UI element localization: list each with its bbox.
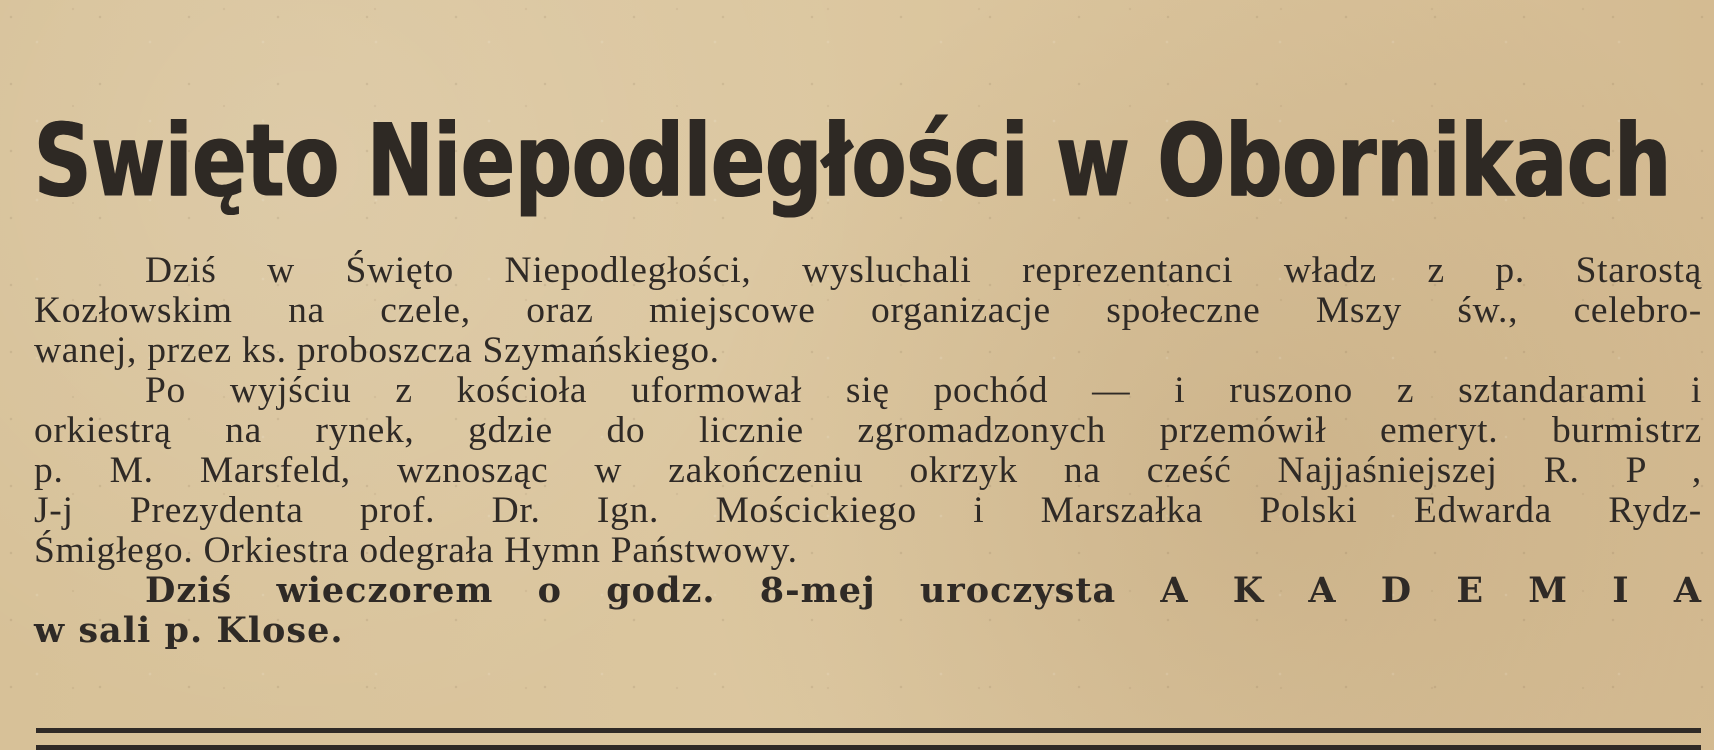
article-headline: Swięto Niepodległości w Obornikach xyxy=(34,101,1672,220)
article-body xyxy=(34,251,1702,651)
bottom-rule-left xyxy=(36,728,1126,733)
article-line-5: orkiestrą na rynek, gdzie do licznie zgromadzonych przemówił emeryt. burmistrz xyxy=(34,410,1702,451)
article-line-8: Śmigłego. Orkiestra odegrała Hymn Państwowy. xyxy=(34,530,798,571)
bottom-rule-lower xyxy=(36,745,1701,750)
bottom-rule-right xyxy=(1125,728,1701,733)
article-line-7: J-j Prezydenta prof. Dr. Ign. Mościckiego i Marszałka Polski Edwarda Rydz- xyxy=(34,490,1702,531)
article-line-1: Dziś w Święto Niepodległości, wysluchali reprezentanci władz z p. Starostą xyxy=(145,250,1702,291)
article-line-6: p. M. Marsfeld, wznosząc w zakończeniu okrzyk na cześć Najjaśniejszej R. P , xyxy=(34,450,1702,491)
event-announcement-line-2: w sali p. Klose. xyxy=(34,610,344,651)
article-line-3: wanej, przez ks. proboszcza Szymańskiego. xyxy=(34,330,720,371)
article-line-2: Kozłowskim na czele, oraz miejscowe organizacje społeczne Mszy św., celebro- xyxy=(34,290,1702,331)
article-line-4: Po wyjściu z kościoła uformował się pochód — i ruszono z sztandarami i xyxy=(145,370,1702,411)
event-announcement-line-1: Dziś wieczorem o godz. 8-mej uroczysta A K A D E M I A xyxy=(145,570,1702,611)
